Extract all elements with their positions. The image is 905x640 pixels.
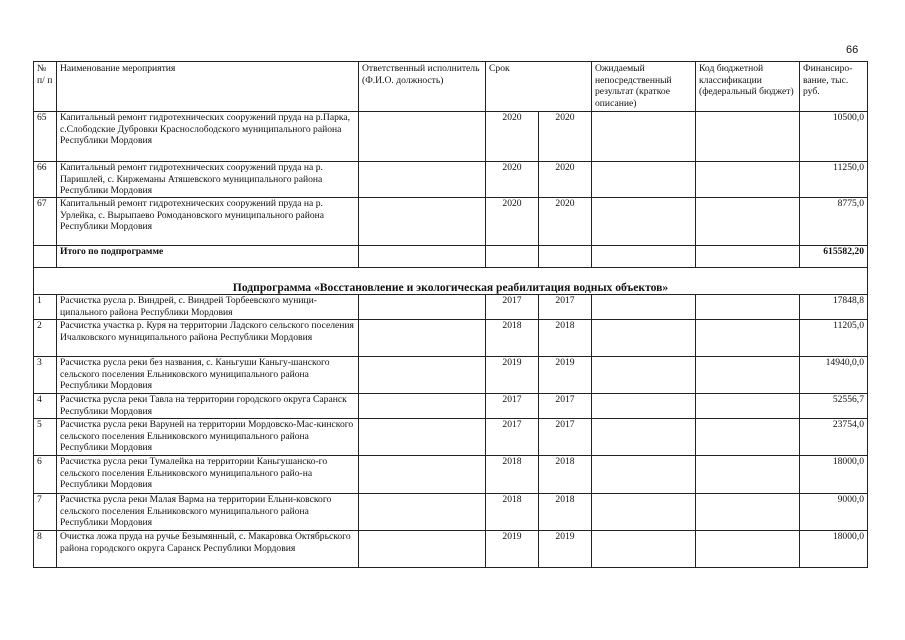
row-to: 2018 [539,494,592,531]
row-name: Расчистка русла реки Тумалейка на территории Каньгушанско-го сельского поселения Ельниковского муниципального райо-на Республики Мордовия [57,456,359,494]
row-num: 67 [34,198,57,246]
row-amount: 23754,0 [800,419,868,456]
row-num: 65 [34,112,57,162]
row-from: 2019 [486,531,539,568]
page-number: 66 [846,44,859,56]
row-amount: 18000,0 [800,531,868,568]
row-name: Расчистка русла реки Малая Варма на территории Ельни-ковского сельского поселения Ельниковского муниципального района Республики Мордовия [57,494,359,531]
row-code [696,112,800,162]
total-to [539,246,592,268]
row-num: 7 [34,494,57,531]
row-from: 2020 [486,162,539,198]
row-code [696,531,800,568]
row-from: 2017 [486,394,539,419]
row-from: 2020 [486,198,539,246]
row-num: 4 [34,394,57,419]
row-code [696,295,800,320]
row-result [592,320,696,357]
row-to: 2018 [539,456,592,494]
row-result [592,198,696,246]
table-row [34,162,868,198]
row-amount: 10500,0 [800,112,868,162]
row-from: 2018 [486,494,539,531]
row-code [696,198,800,246]
row-amount: 11250,0 [800,162,868,198]
row-from: 2017 [486,419,539,456]
row-to: 2017 [539,295,592,320]
row-amount: 52556,7 [800,394,868,419]
table-row [34,320,868,357]
row-num: 1 [34,295,57,320]
program-table [33,61,868,568]
row-result [592,394,696,419]
table-row [34,357,868,394]
table-row [34,295,868,320]
row-executor [359,456,486,494]
row-result [592,456,696,494]
total-from [486,246,539,268]
total-num [34,246,57,268]
row-amount: 11205,0 [800,320,868,357]
row-result [592,531,696,568]
table-header-row [34,62,868,112]
table-row [34,198,868,246]
header-num: № п/ п [34,62,57,112]
row-result [592,112,696,162]
row-executor [359,198,486,246]
row-executor [359,357,486,394]
row-executor [359,419,486,456]
row-to: 2020 [539,198,592,246]
row-code [696,320,800,357]
row-executor [359,394,486,419]
row-name: Расчистка русла реки Тавла на территории городского округа Саранск Республики Мордовия [57,394,359,419]
total-result [592,246,696,268]
table-row [34,419,868,456]
row-num: 6 [34,456,57,494]
header-name: Наименование мероприятия [57,62,359,112]
row-amount: 14940,0,0 [800,357,868,394]
row-num: 2 [34,320,57,357]
row-to: 2020 [539,162,592,198]
row-to: 2019 [539,531,592,568]
row-code [696,456,800,494]
table-row [34,531,868,568]
row-amount: 18000,0 [800,456,868,494]
row-to: 2018 [539,320,592,357]
row-executor [359,320,486,357]
header-term: Срок [486,62,592,112]
table-row [34,456,868,494]
row-name: Расчистка русла реки Варуней на территории Мордовско-Мас-кинского сельского поселения Ельниковского муниципального района Республики Мордовия [57,419,359,456]
total-executor [359,246,486,268]
row-name: Очистка ложа пруда на ручье Безымянный, с. Макаровка Октябрьского района городского округа Саранск Республики Мордовия [57,531,359,568]
row-name: Расчистка русла р. Виндрей, с. Виндрей Торбеевского муници-ципального района Республики Мордовия [57,295,359,320]
header-finance: Финансиро-вание, тыс. руб. [800,62,868,112]
row-name: Расчистка участка р. Куря на территории Ладского сельского поселения Ичалковского муниципального района Республики Мордовия [57,320,359,357]
row-from: 2017 [486,295,539,320]
row-num: 8 [34,531,57,568]
row-code [696,162,800,198]
row-num: 5 [34,419,57,456]
table-row [34,394,868,419]
row-amount: 8775,0 [800,198,868,246]
row-num: 66 [34,162,57,198]
row-from: 2019 [486,357,539,394]
table-row [34,112,868,162]
row-code [696,419,800,456]
row-name: Капитальный ремонт гидротехнических сооружений пруда на р. Паришлей, с. Киржеманы Атяшевского муниципального района Республики Мордовия [57,162,359,198]
row-code [696,357,800,394]
header-result: Ожидаемый непосредственный результат (краткое описание) [592,62,696,112]
row-to: 2020 [539,112,592,162]
row-amount: 17848,8 [800,295,868,320]
total-label: Итого по подпрограмме [57,246,359,268]
row-amount: 9000,0 [800,494,868,531]
row-num: 3 [34,357,57,394]
row-executor [359,295,486,320]
row-result [592,357,696,394]
row-executor [359,494,486,531]
row-from: 2018 [486,320,539,357]
row-code [696,394,800,419]
header-code: Код бюджетной классификации (федеральный бюджет) [696,62,800,112]
row-result [592,494,696,531]
row-name: Расчистка русла реки без названия, с. Каньгуши Каньгу-шанского сельского поселения Ельниковского муниципального района Республики Мордовия [57,357,359,394]
row-to: 2017 [539,394,592,419]
row-result [592,295,696,320]
row-code [696,494,800,531]
table-row [34,494,868,531]
section-title: Подпрограмма «Восстановление и экологическая реабилитация водных объектов» [34,268,868,295]
row-to: 2017 [539,419,592,456]
total-code [696,246,800,268]
row-from: 2020 [486,112,539,162]
row-to: 2019 [539,357,592,394]
header-executor: Ответственный исполнитель (Ф.И.О. должность) [359,62,486,112]
row-executor [359,531,486,568]
row-executor [359,112,486,162]
row-from: 2018 [486,456,539,494]
row-name: Капитальный ремонт гидротехнических сооружений пруда на р. Урлейка, с. Вырыпаево Ромодановского муниципального района Республики Мордовия [57,198,359,246]
row-name: Капитальный ремонт гидротехнических сооружений пруда на р.Парка, с.Слободские Дубровки Краснослободского муниципального района Республики Мордовия [57,112,359,162]
total-amount: 615582,20 [800,246,868,268]
total-row [34,246,868,268]
row-result [592,419,696,456]
row-executor [359,162,486,198]
row-result [592,162,696,198]
section-row [34,268,868,295]
